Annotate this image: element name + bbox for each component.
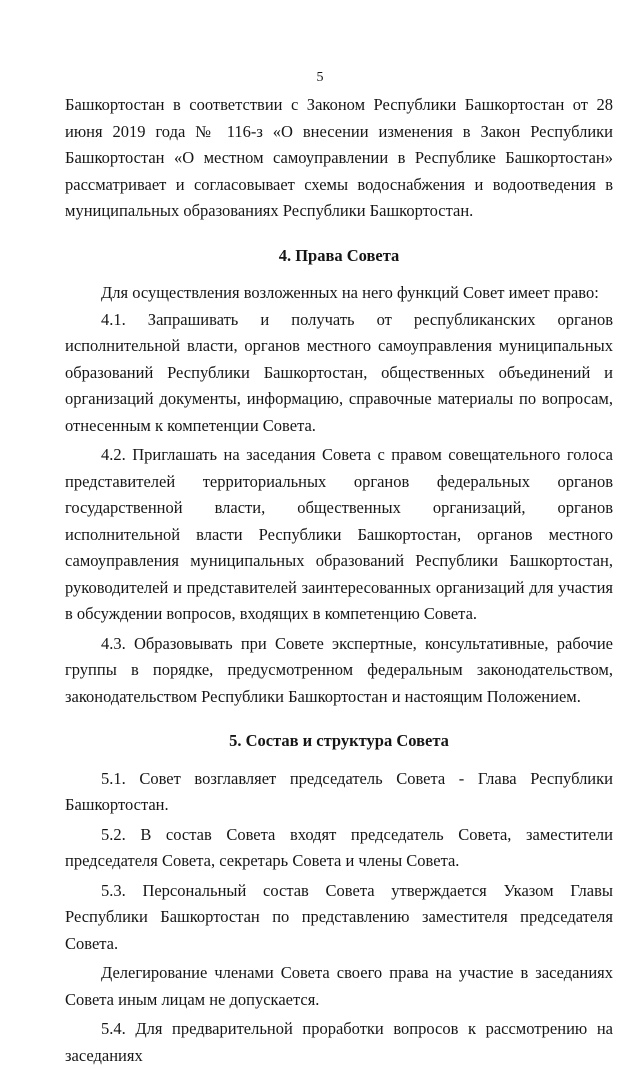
section-5-item-4: 5.4. Для предварительной проработки вопросов к рассмотрению на заседаниях: [65, 1019, 613, 1065]
section-4-heading: 4. Права Совета: [278, 245, 400, 265]
section-4-item-1: 4.1. Запрашивать и получать от республиканских органов исполнительной власти, органов местного самоуправления муниципальных образований Республики Башкортостан, общественных объединений и организаций документы, информацию, справочные материалы по вопросам, отнесенным к компетенции Совета.: [65, 309, 613, 435]
section-5-item-1: 5.1. Совет возглавляет председатель Совета - Глава Республики Башкортостан.: [65, 768, 613, 814]
intro-paragraph: Башкортостан в соответствии с Законом Республики Башкортостан от 28 июня 2019 года № 116-з «О внесении изменения в Закон Республики Башкортостан «О местном самоуправлении в Республике Башкортостан» рассматривает и согласовывает схемы водоснабжения и водоотведения в муниципальных образованиях Республики Башкортостан.: [65, 95, 613, 220]
section-5-item-3: 5.3. Персональный состав Совета утверждается Указом Главы Республики Башкортостан по представлению заместителя председателя Совета.: [65, 880, 613, 953]
section-4-lead: Для осуществления возложенных на него функций Совет имеет право:: [101, 283, 599, 302]
section-4-item-3: 4.3. Образовывать при Совете экспертные, консультативные, рабочие группы в порядке, предусмотренном федеральным законодательством, законодательством Республики Башкортостан и настоящим Положением.: [65, 633, 613, 706]
section-5-item-2: 5.2. В состав Совета входят председатель Совета, заместители председателя Совета, секретарь Совета и члены Совета.: [65, 824, 613, 870]
section-4-item-2: 4.2. Приглашать на заседания Совета с правом совещательного голоса представителей территориальных органов федеральных органов государственной власти, общественных организаций, органов исполнительной власти Республики Башкортостан, органов местного самоуправления муниципальных образований Республики Башкортостан, руководителей и представителей заинтересованных организаций для участия в обсуждении вопросов, входящих в компетенцию Совета.: [65, 445, 613, 623]
page-number: 5: [316, 70, 324, 85]
document-body: [65, 92, 613, 1069]
section-5-delegation-note: Делегирование членами Совета своего права на участие в заседаниях Совета иным лицам не допускается.: [65, 963, 613, 1009]
section-5-heading: 5. Состав и структура Совета: [229, 731, 449, 750]
